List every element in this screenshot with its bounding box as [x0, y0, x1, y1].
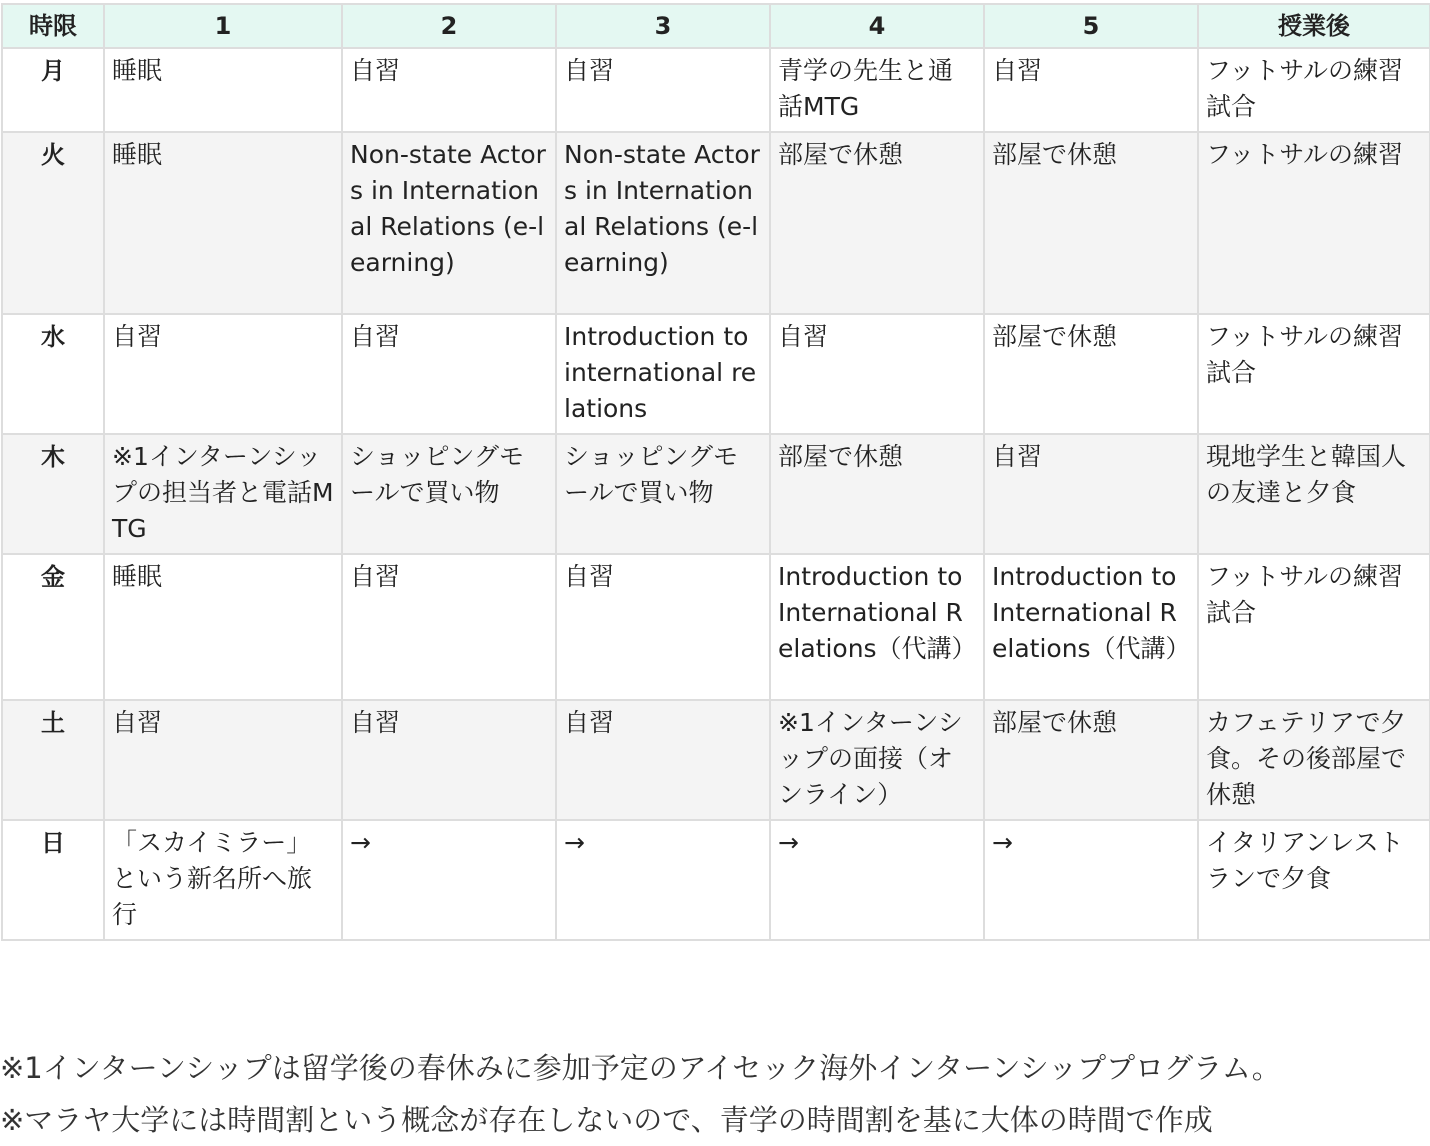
table-cell: Non-state Actors in International Relations (e-learning) — [342, 132, 556, 314]
table-row — [2, 314, 1430, 434]
day-label: 木 — [2, 434, 104, 554]
header-row — [2, 4, 1430, 48]
header-after-class: 授業後 — [1198, 4, 1430, 48]
header-period: 時限 — [2, 4, 104, 48]
footnote-internship: ※1インターンシップは留学後の春休みに参加予定のアイセック海外インターンシッププログラム。 — [0, 1051, 1281, 1085]
table-cell: 自習 — [556, 554, 770, 700]
table-row — [2, 132, 1430, 314]
timetable — [1, 3, 1430, 941]
table-row — [2, 48, 1430, 132]
table-cell: 睡眠 — [104, 132, 342, 314]
table-cell: 自習 — [342, 48, 556, 132]
table-row — [2, 434, 1430, 554]
table-cell: 自習 — [104, 314, 342, 434]
table-cell: 睡眠 — [104, 554, 342, 700]
table-cell: 部屋で休憩 — [770, 434, 984, 554]
table-cell: Introduction to International Relations（代講） — [984, 554, 1198, 700]
table-cell: 部屋で休憩 — [984, 700, 1198, 820]
header-period-2: 2 — [342, 4, 556, 48]
table-cell: 自習 — [984, 434, 1198, 554]
table-cell: フットサルの練習 — [1198, 132, 1430, 314]
table-cell: 現地学生と韓国人の友達と夕食 — [1198, 434, 1430, 554]
day-label: 土 — [2, 700, 104, 820]
table-cell: 自習 — [984, 48, 1198, 132]
table-cell: → — [770, 820, 984, 940]
table-row — [2, 700, 1430, 820]
table-cell: カフェテリアで夕食。その後部屋で休憩 — [1198, 700, 1430, 820]
day-label: 日 — [2, 820, 104, 940]
table-cell: 自習 — [342, 700, 556, 820]
day-label: 火 — [2, 132, 104, 314]
table-cell: 自習 — [342, 554, 556, 700]
table-cell: 青学の先生と通話MTG — [770, 48, 984, 132]
table-row — [2, 820, 1430, 940]
header-period-3: 3 — [556, 4, 770, 48]
table-cell: 自習 — [104, 700, 342, 820]
table-cell: Introduction to International Relations（代講） — [770, 554, 984, 700]
table-cell: → — [342, 820, 556, 940]
day-label: 水 — [2, 314, 104, 434]
table-cell: ショッピングモールで買い物 — [556, 434, 770, 554]
table-row — [2, 554, 1430, 700]
table-cell: イタリアンレストランで夕食 — [1198, 820, 1430, 940]
table-cell: 睡眠 — [104, 48, 342, 132]
header-period-5: 5 — [984, 4, 1198, 48]
day-label: 月 — [2, 48, 104, 132]
header-period-1: 1 — [104, 4, 342, 48]
table-cell: ショッピングモールで買い物 — [342, 434, 556, 554]
table-cell: フットサルの練習試合 — [1198, 314, 1430, 434]
table-cell: 「スカイミラー」という新名所へ旅行 — [104, 820, 342, 940]
day-label: 金 — [2, 554, 104, 700]
table-cell: 部屋で休憩 — [984, 132, 1198, 314]
table-cell: → — [556, 820, 770, 940]
table-cell: フットサルの練習試合 — [1198, 48, 1430, 132]
table-cell: → — [984, 820, 1198, 940]
table-cell: 自習 — [556, 700, 770, 820]
header-period-4: 4 — [770, 4, 984, 48]
table-cell: 部屋で休憩 — [984, 314, 1198, 434]
table-cell: Non-state Actors in International Relations (e-learning) — [556, 132, 770, 314]
table-cell: フットサルの練習試合 — [1198, 554, 1430, 700]
table-cell: 自習 — [770, 314, 984, 434]
table-cell: 自習 — [342, 314, 556, 434]
table-cell: ※1インターンシップの面接（オンライン） — [770, 700, 984, 820]
table-cell: Introduction to international relations — [556, 314, 770, 434]
table-cell: 自習 — [556, 48, 770, 132]
footnote-timetable-basis: ※マラヤ大学には時間割という概念が存在しないので、青学の時間割を基に大体の時間で作成 — [0, 1103, 1213, 1137]
table-cell: 部屋で休憩 — [770, 132, 984, 314]
table-cell: ※1インターンシップの担当者と電話MTG — [104, 434, 342, 554]
footnotes — [0, 1042, 1430, 1146]
